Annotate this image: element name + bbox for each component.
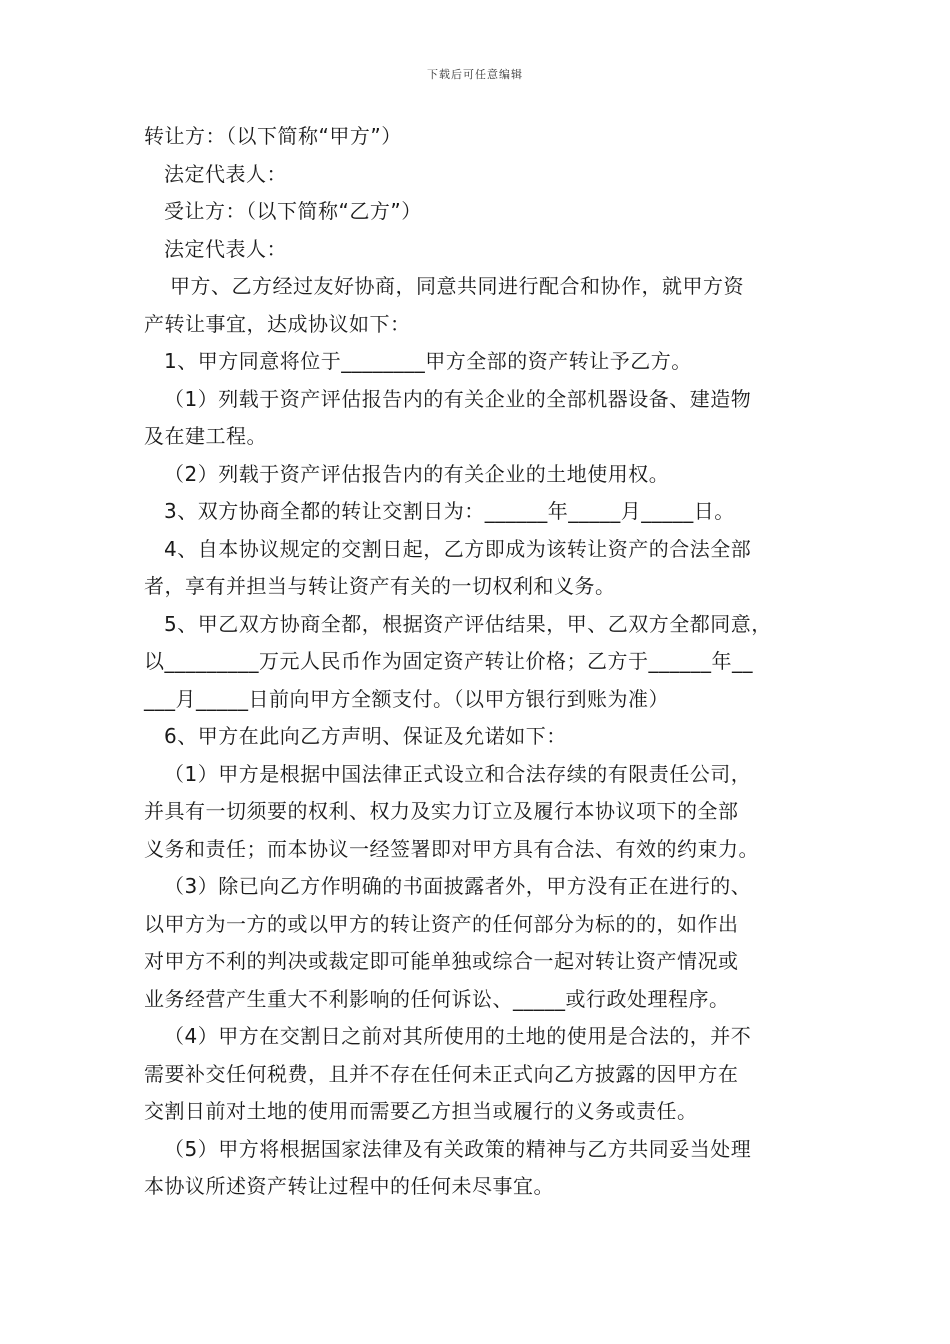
clause-line: 对甲方不利的判决或裁定即可能单独或综合一起对转让资产情况或 [144,949,739,973]
clause-line: 以_________万元人民币作为固定资产转让价格；乙方于______年__ [144,649,753,673]
clause-line: 5、甲乙双方协商全都，根据资产评估结果，甲、乙双方全都同意， [164,611,772,636]
clause-line: 以甲方为一方的或以甲方的转让资产的任何部分为标的的，如作出 [144,911,739,936]
clause-line: 需要补交任何税费，且并不存在任何未正式向乙方披露的因甲方在 [144,1061,739,1086]
clause-line: 者，享有并担当与转让资产有关的一切权利和义务。 [144,574,616,598]
clause-line: 业务经营产生重大不利影响的任何诉讼、_____或行政处理程序。 [144,986,730,1011]
transferee-line: 受让方：（以下简称“乙方”） [164,199,422,223]
clause-line: （5）甲方将根据国家法律及有关政策的精神与乙方共同妥当处理 [164,1136,752,1161]
clause-line: （1）列载于资产评估报告内的有关企业的全部机器设备、建造物 [164,386,752,411]
clause-line: ___月_____日前向甲方全额支付。（以甲方银行到账为准） [144,686,669,711]
paragraph-line: 产转让事宜，达成协议如下： [144,311,411,336]
page-header-note: 下载后可任意编辑 [427,68,523,81]
clause-line: 6、甲方在此向乙方声明、保证及允诺如下： [164,724,567,748]
clause-line: 及在建工程。 [144,424,267,448]
clause-line: 交割日前对土地的使用而需要乙方担当或履行的义务或责任。 [144,1099,698,1123]
clause-line: 4、自本协议规定的交割日起，乙方即成为该转让资产的合法全部 [164,536,752,561]
clause-line: 3、双方协商全都的转让交割日为：______年_____月_____日。 [164,499,735,523]
contract-body [144,118,834,1206]
clause-line: 本协议所述资产转让过程中的任何未尽事宜。 [144,1174,554,1198]
clause-line: （3）除已向乙方作明确的书面披露者外，甲方没有正在进行的、 [164,874,752,898]
clause-line: （4）甲方在交割日之前对其所使用的土地的使用是合法的，并不 [164,1024,752,1048]
clause-line: （1）甲方是根据中国法律正式设立和合法存续的有限责任公司， [164,761,752,786]
clause-line: 1、甲方同意将位于________甲方全部的资产转让予乙方。 [164,349,692,373]
clause-line: 义务和责任；而本协议一经签署即对甲方具有合法、有效的约束力。 [144,836,759,861]
clause-line: （2）列载于资产评估报告内的有关企业的土地使用权。 [164,461,670,486]
legal-rep-line: 法定代表人： [164,236,287,261]
paragraph-line: 甲方、乙方经过友好协商，同意共同进行配合和协作，就甲方资 [170,274,744,298]
clause-line: 并具有一切须要的权利、权力及实力订立及履行本协议项下的全部 [144,799,739,823]
legal-rep-line: 法定代表人： [164,161,287,186]
transferor-line: 转让方：（以下简称“甲方”） [144,124,402,148]
